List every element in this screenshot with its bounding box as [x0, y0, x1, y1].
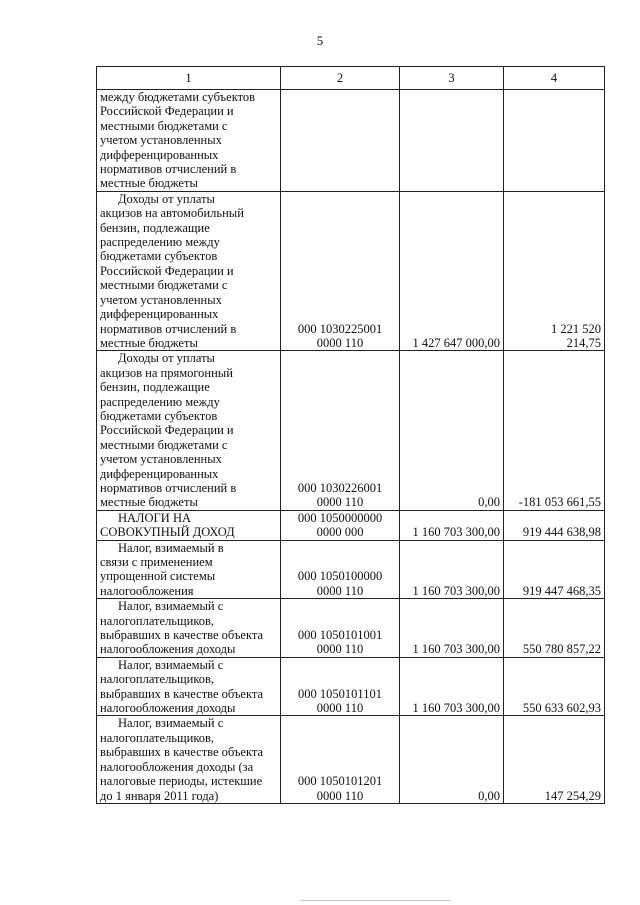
row-name — [97, 351, 281, 510]
row-name-line: бюджетами субъектов — [100, 249, 218, 264]
row-name-line: распределению между — [100, 394, 220, 409]
column-header-1: 1 — [97, 67, 281, 90]
row-fact: 919 447 468,35 — [504, 540, 605, 599]
table-row — [97, 657, 605, 716]
row-name-line: Налог, взимаемый с — [118, 599, 224, 614]
row-name — [97, 540, 281, 599]
column-header-2: 2 — [281, 67, 400, 90]
row-code: 000 1050100000 0000 110 — [281, 540, 400, 599]
row-name-line: упрощенной системы — [100, 569, 216, 584]
budget-revenue-table — [96, 66, 605, 804]
row-name-line: до 1 января 2011 года) — [100, 788, 219, 803]
row-name-line: налогообложения — [100, 583, 194, 598]
row-name-line: налогоплательщиков, — [100, 672, 215, 687]
scan-edge-line — [300, 900, 450, 901]
row-name-line: дифференцированных — [100, 466, 219, 481]
row-code: 000 1030225001 0000 110 — [281, 191, 400, 350]
row-plan: 1 160 703 300,00 — [400, 540, 504, 599]
row-name-line: акцизов на автомобильный — [100, 206, 244, 221]
row-fact: 550 633 602,93 — [504, 657, 605, 716]
row-name-line: выбравших в качестве объекта — [100, 686, 264, 701]
row-plan: 0,00 — [400, 716, 504, 803]
row-fact: 919 444 638,98 — [504, 510, 605, 540]
row-fact: -181 053 661,55 — [504, 351, 605, 510]
table-row — [97, 90, 605, 192]
table-row — [97, 351, 605, 510]
row-name — [97, 599, 281, 658]
row-name — [97, 510, 281, 540]
row-name-line: налоговые периоды, истекшие — [100, 774, 263, 789]
row-code: 000 1050101101 0000 110 — [281, 657, 400, 716]
row-name-line: местными бюджетами с — [100, 278, 228, 293]
row-name-line: Российской Федерации и — [100, 423, 234, 438]
row-name-line: нормативов отчислений в — [100, 480, 237, 495]
row-fact: 1 221 520 214,75 — [504, 191, 605, 350]
row-code: 000 1050101201 0000 110 — [281, 716, 400, 803]
table-row — [97, 599, 605, 658]
row-name-line: учетом установленных — [100, 452, 222, 467]
row-code — [281, 90, 400, 192]
row-name-line: распределению между — [100, 235, 220, 250]
row-code: 000 1050000000 0000 000 — [281, 510, 400, 540]
row-code: 000 1030226001 0000 110 — [281, 351, 400, 510]
row-name-line: Налог, взимаемый в — [118, 540, 224, 555]
row-name — [97, 716, 281, 803]
row-name-line: Налог, взимаемый с — [118, 716, 224, 731]
row-name-line: бензин, подлежащие — [100, 380, 210, 395]
row-name-line: Доходы от уплаты — [118, 191, 215, 206]
row-name: между бюджетами субъектов Российской Федерации и местными бюджетами с учетом установленных дифференцированных нормативов отчислений в местные бюджеты — [97, 90, 281, 192]
row-name-line: СОВОКУПНЫЙ ДОХОД — [100, 525, 235, 540]
table-row — [97, 510, 605, 540]
row-name-line: связи с применением — [100, 555, 213, 569]
row-name — [97, 191, 281, 350]
page-number: 5 — [316, 33, 324, 48]
row-name-line: налогоплательщиков, — [100, 730, 215, 745]
row-fact: 147 254,29 — [504, 716, 605, 803]
row-name-line: нормативов отчислений в — [100, 321, 237, 336]
row-plan — [400, 90, 504, 192]
row-name-line: дифференцированных — [100, 307, 219, 322]
row-plan: 1 160 703 300,00 — [400, 599, 504, 658]
column-header-4: 4 — [504, 67, 605, 90]
row-name — [97, 657, 281, 716]
row-fact: 550 780 857,22 — [504, 599, 605, 658]
row-name-line: местные бюджеты — [100, 495, 198, 510]
row-code: 000 1050101001 0000 110 — [281, 599, 400, 658]
row-name-line: налогообложения доходы (за — [100, 759, 254, 774]
row-name-line: налогообложения доходы — [100, 701, 236, 716]
table-row — [97, 540, 605, 599]
row-plan: 0,00 — [400, 351, 504, 510]
table-row — [97, 191, 605, 350]
row-name-line: Доходы от уплаты — [118, 351, 215, 366]
row-name-line: акцизов на прямогонный — [100, 365, 233, 380]
row-name-line: Налог, взимаемый с — [118, 657, 224, 672]
row-name-line: налогообложения доходы — [100, 642, 236, 657]
row-name-line: налогоплательщиков, — [100, 613, 215, 628]
row-name-line: бензин, подлежащие — [100, 220, 210, 235]
row-name-line: местные бюджеты — [100, 335, 198, 350]
row-name-line: НАЛОГИ НА — [118, 510, 191, 525]
row-name-line: учетом установленных — [100, 292, 222, 307]
table-header-row — [97, 67, 605, 90]
row-name-line: выбравших в качестве объекта — [100, 628, 264, 643]
column-header-3: 3 — [400, 67, 504, 90]
row-name-line: местными бюджетами с — [100, 437, 228, 452]
row-fact — [504, 90, 605, 192]
row-plan: 1 427 647 000,00 — [400, 191, 504, 350]
row-plan: 1 160 703 300,00 — [400, 657, 504, 716]
row-name-line: Российской Федерации и — [100, 263, 234, 278]
row-plan: 1 160 703 300,00 — [400, 510, 504, 540]
row-name-line: выбравших в качестве объекта — [100, 745, 264, 760]
table-row — [97, 716, 605, 803]
row-name-line: бюджетами субъектов — [100, 408, 218, 423]
